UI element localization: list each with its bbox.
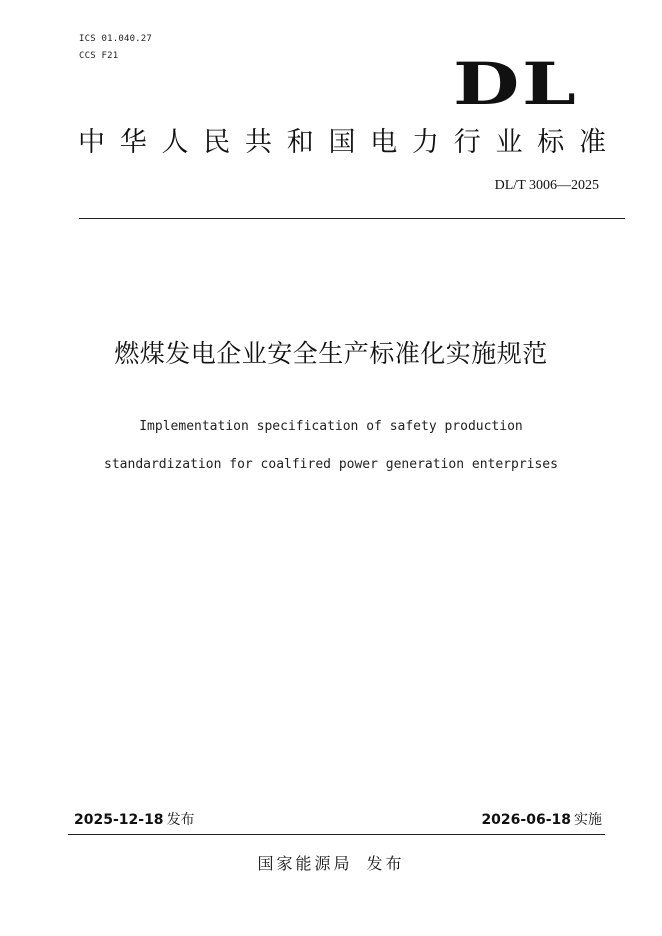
industry-title-char: 民 — [203, 127, 231, 158]
industry-title-char: 中 — [78, 127, 105, 158]
implement-date — [481, 809, 602, 829]
industry-title-char: 华 — [119, 127, 147, 158]
publish-date — [74, 809, 195, 829]
document-title-en-line2: standardization for coalfired power generation enterprises — [104, 457, 558, 472]
industry-title-char: 业 — [495, 127, 523, 158]
ccs-code: CCS F21 — [79, 51, 119, 61]
document-title-zh: 燃煤发电企业安全生产标准化实施规范 — [114, 339, 548, 368]
document-title-en-line1: Implementation specification of safety production — [139, 419, 523, 434]
industry-title-char: 人 — [161, 127, 189, 158]
dl-logo: DL — [453, 50, 579, 118]
publisher — [0, 851, 662, 874]
header-divider — [79, 218, 625, 219]
standard-number: DL/T 3006—2025 — [494, 178, 599, 193]
implement-date-label: 实施 — [574, 812, 602, 828]
ics-code: ICS 01.040.27 — [79, 34, 153, 44]
implement-date-value: 2026-06-18 — [481, 812, 571, 828]
publish-date-value: 2025-12-18 — [74, 812, 164, 828]
industry-title-char: 国 — [328, 127, 356, 158]
publish-date-label: 发布 — [166, 812, 195, 828]
industry-title-char: 准 — [579, 127, 606, 158]
industry-title-char: 电 — [370, 127, 398, 158]
industry-standard-title — [78, 126, 606, 160]
publisher-action: 发布 — [366, 854, 405, 873]
industry-title-char: 标 — [537, 127, 565, 158]
industry-title-char: 和 — [286, 127, 314, 158]
industry-title-char: 共 — [245, 127, 272, 158]
industry-title-char: 力 — [412, 127, 439, 158]
footer-divider — [68, 834, 605, 835]
publisher-issuer: 国家能源局 — [257, 854, 353, 873]
industry-title-char: 行 — [453, 127, 481, 158]
